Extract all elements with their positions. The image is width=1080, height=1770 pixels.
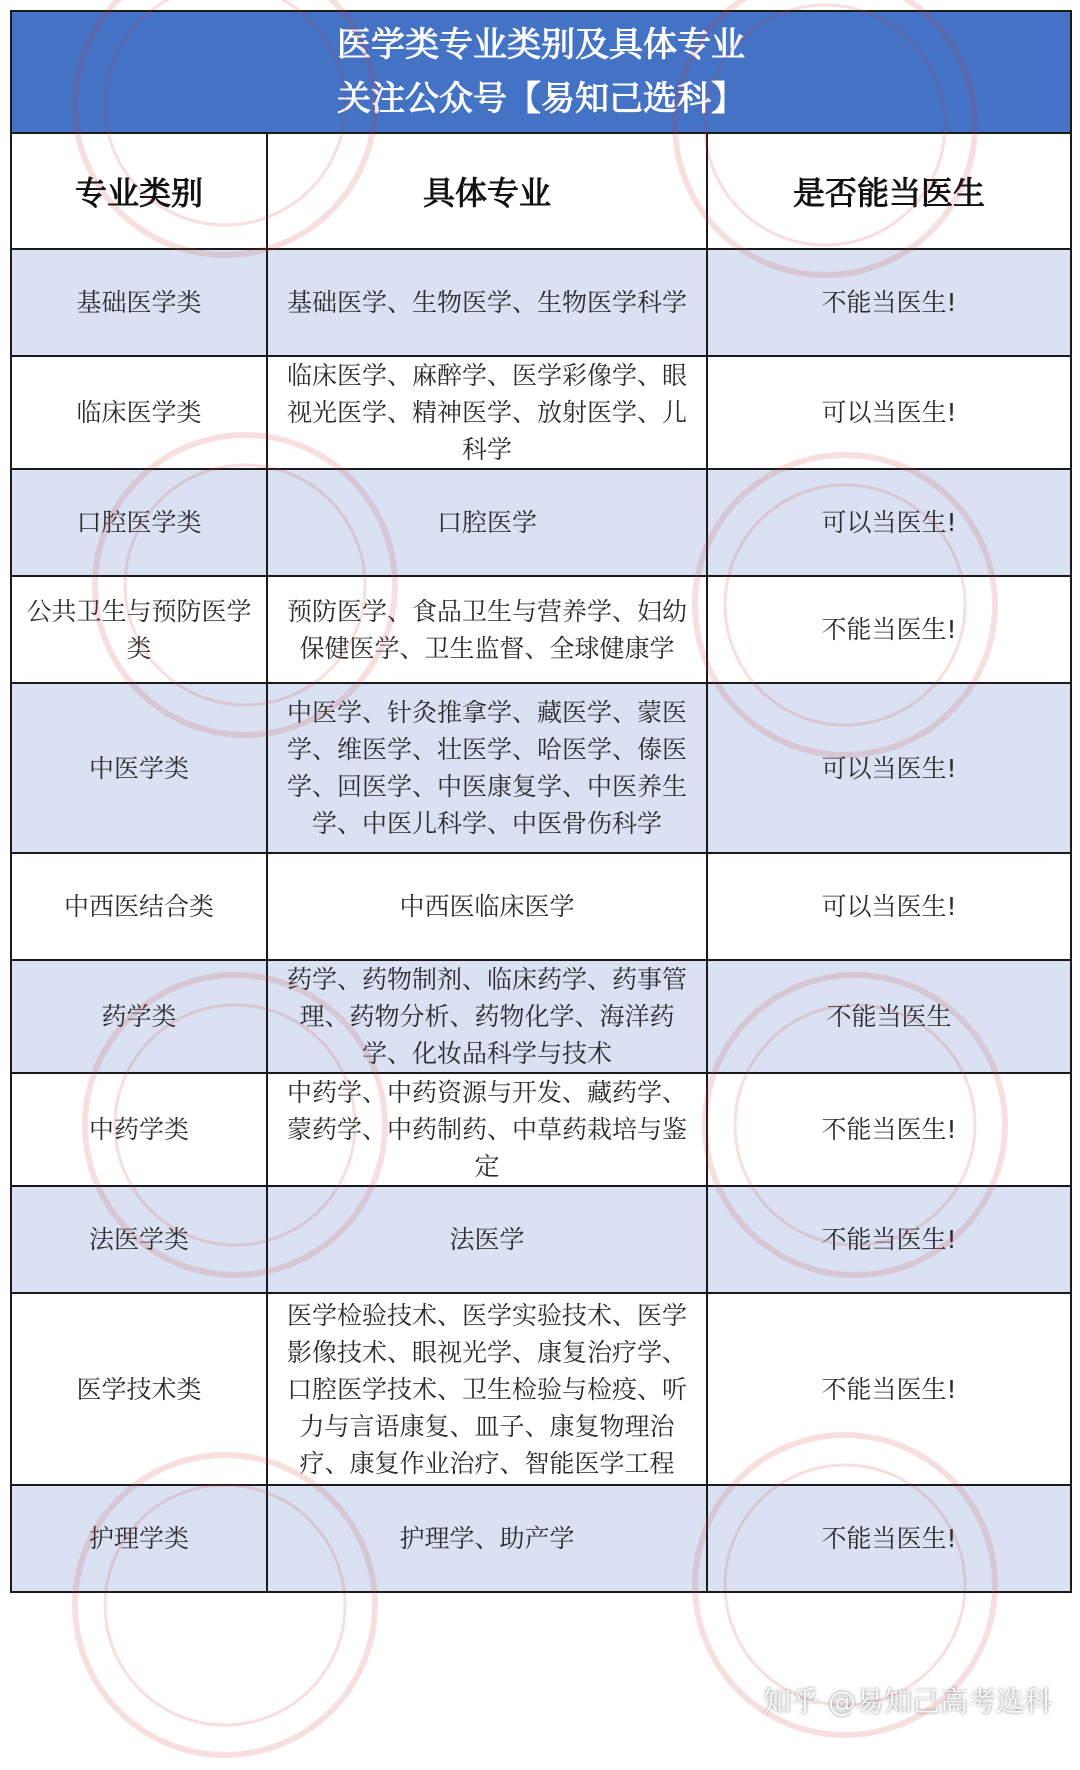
category-cell: 基础医学类 <box>11 249 267 356</box>
category-cell: 中医学类 <box>11 683 267 853</box>
doctor-cell: 可以当医生! <box>707 469 1071 576</box>
major-table <box>10 10 1072 1593</box>
category-cell: 中西医结合类 <box>11 853 267 960</box>
doctor-cell: 不能当医生! <box>707 576 1071 683</box>
title-banner <box>11 11 1071 133</box>
table-title <box>11 11 1071 133</box>
doctor-cell: 可以当医生! <box>707 683 1071 853</box>
doctor-cell: 不能当医生! <box>707 249 1071 356</box>
majors-cell: 临床医学、麻醉学、医学彩像学、眼视光医学、精神医学、放射医学、儿科学 <box>267 356 707 469</box>
category-cell: 临床医学类 <box>11 356 267 469</box>
majors-cell: 护理学、助产学 <box>267 1485 707 1592</box>
table-row <box>11 853 1071 960</box>
header-doctor: 是否能当医生 <box>707 133 1071 249</box>
majors-cell: 中医学、针灸推拿学、藏医学、蒙医学、维医学、壮医学、哈医学、傣医学、回医学、中医康复学、中医养生学、中医儿科学、中医骨伤科学 <box>267 683 707 853</box>
table-row <box>11 1186 1071 1293</box>
table-row <box>11 1293 1071 1485</box>
table-row <box>11 1485 1071 1592</box>
doctor-cell: 不能当医生! <box>707 1293 1071 1485</box>
category-cell: 药学类 <box>11 960 267 1073</box>
category-cell: 口腔医学类 <box>11 469 267 576</box>
zhihu-watermark: 知乎 @易知己高考选科 <box>763 1685 1052 1718</box>
majors-cell: 法医学 <box>267 1186 707 1293</box>
doctor-cell: 可以当医生! <box>707 356 1071 469</box>
table-row <box>11 356 1071 469</box>
majors-cell: 中西医临床医学 <box>267 853 707 960</box>
major-table-sheet <box>10 10 1070 1740</box>
doctor-cell: 可以当医生! <box>707 853 1071 960</box>
header-row <box>11 133 1071 249</box>
doctor-cell: 不能当医生! <box>707 1073 1071 1186</box>
category-cell: 护理学类 <box>11 1485 267 1592</box>
category-cell: 法医学类 <box>11 1186 267 1293</box>
doctor-cell: 不能当医生 <box>707 960 1071 1073</box>
header-majors: 具体专业 <box>267 133 707 249</box>
majors-cell: 中药学、中药资源与开发、藏药学、蒙药学、中药制药、中草药栽培与鉴定 <box>267 1073 707 1186</box>
title-line-1: 医学类专业类别及具体专业 <box>337 25 746 65</box>
category-cell: 中药学类 <box>11 1073 267 1186</box>
majors-cell: 药学、药物制剂、临床药学、药事管理、药物分析、药物化学、海洋药学、化妆品科学与技术 <box>267 960 707 1073</box>
majors-cell: 预防医学、食品卫生与营养学、妇幼保健医学、卫生监督、全球健康学 <box>267 576 707 683</box>
category-cell: 医学技术类 <box>11 1293 267 1485</box>
header-category: 专业类别 <box>11 133 267 249</box>
category-cell: 公共卫生与预防医学类 <box>11 576 267 683</box>
table-row <box>11 683 1071 853</box>
majors-cell: 口腔医学 <box>267 469 707 576</box>
title-line-2: 关注公众号【易知己选科】 <box>337 79 746 119</box>
table-row <box>11 576 1071 683</box>
majors-cell: 基础医学、生物医学、生物医学科学 <box>267 249 707 356</box>
table-row <box>11 960 1071 1073</box>
table-row <box>11 469 1071 576</box>
majors-cell: 医学检验技术、医学实验技术、医学影像技术、眼视光学、康复治疗学、口腔医学技术、卫生检验与检疫、听力与言语康复、皿子、康复物理治疗、康复作业治疗、智能医学工程 <box>267 1293 707 1485</box>
doctor-cell: 不能当医生! <box>707 1485 1071 1592</box>
doctor-cell: 不能当医生! <box>707 1186 1071 1293</box>
table-row <box>11 249 1071 356</box>
table-row <box>11 1073 1071 1186</box>
